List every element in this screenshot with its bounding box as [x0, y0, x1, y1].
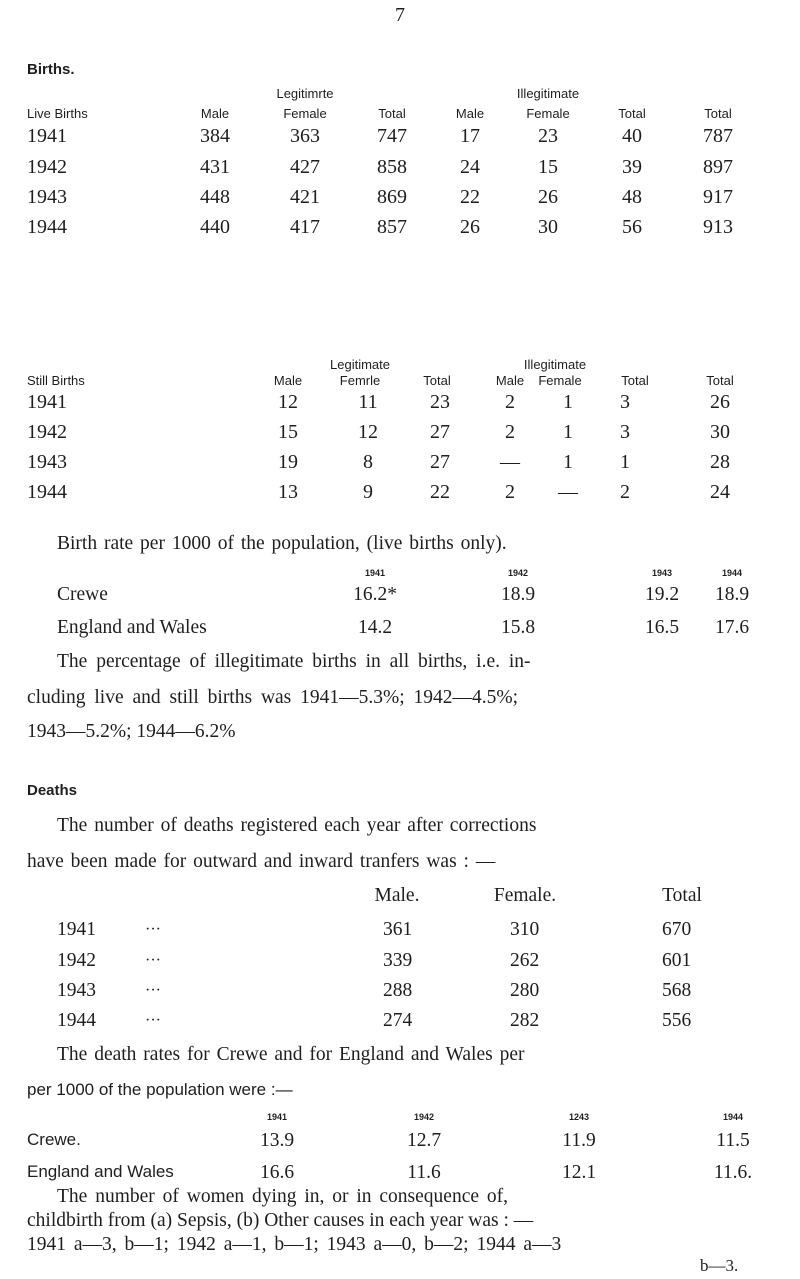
table-cell: 913	[703, 216, 733, 238]
table-cell: 17	[460, 125, 480, 147]
paragraph-line: cluding live and still births was 1941—5.3%; 1942—4.5%;	[27, 687, 519, 708]
paragraph-line: The number of women dying in, or in consequence of,	[57, 1186, 509, 1207]
rate-value: 12.1	[561, 1162, 597, 1183]
leader-dots: ···	[145, 982, 161, 999]
table-cell: 26	[460, 216, 480, 238]
rate-value: 11.5	[716, 1130, 750, 1151]
table-cell: 787	[703, 125, 733, 147]
table-cell: 858	[377, 156, 407, 178]
rate-value: 18.9	[500, 584, 536, 605]
rate-value: 13.9	[259, 1130, 295, 1151]
table-cell: 8	[363, 451, 373, 473]
paragraph-line: b—3.	[700, 1256, 739, 1275]
table-cell: 2	[505, 391, 515, 413]
rate-value: 11.9	[562, 1130, 596, 1151]
column-header: Total	[618, 106, 646, 121]
births-heading: Births.	[27, 61, 75, 78]
column-header: Male	[495, 373, 525, 388]
rate-value: 11.6.	[713, 1162, 753, 1183]
column-header: Total	[704, 106, 732, 121]
row-year: 1941	[27, 391, 67, 413]
table-cell: 15	[278, 421, 298, 443]
column-header: Total	[423, 373, 451, 388]
column-header: Male	[200, 106, 230, 121]
table-cell: 26	[538, 186, 558, 208]
column-header: Female	[283, 106, 327, 121]
table-cell: 2	[505, 421, 515, 443]
table-cell: 9	[363, 481, 373, 503]
table-cell: 23	[430, 391, 450, 413]
table-cell: 262	[510, 950, 540, 971]
row-year: 1944	[27, 216, 67, 238]
leader-dots: ···	[145, 1012, 161, 1029]
table-cell: 13	[278, 481, 298, 503]
illegitimate-group-header: Illegitimate	[523, 357, 587, 372]
deaths-intro-line: have been made for outward and inward tranfers was : —	[27, 851, 496, 872]
table-cell: 22	[460, 186, 480, 208]
column-header: Live Births	[27, 106, 88, 121]
table-cell: 12	[278, 391, 298, 413]
table-cell: 28	[710, 451, 730, 473]
leader-dots: ···	[145, 952, 161, 969]
table-cell: 747	[377, 125, 407, 147]
row-label: Crewe	[57, 584, 108, 605]
column-header: Total	[378, 106, 406, 121]
table-cell: 2	[620, 481, 630, 503]
table-cell: 1	[563, 391, 573, 413]
table-cell: 1	[563, 421, 573, 443]
table-cell: 670	[662, 919, 692, 940]
table-cell: 2	[505, 481, 515, 503]
table-cell: —	[500, 451, 520, 473]
column-header: Femrle	[339, 373, 381, 388]
year-header: 1243	[568, 1112, 590, 1122]
table-cell: 384	[200, 125, 230, 147]
table-cell: 22	[430, 481, 450, 503]
death-rates-intro-line: per 1000 of the population were :—	[27, 1080, 293, 1099]
table-cell: 857	[377, 216, 407, 238]
row-year: 1943	[27, 451, 67, 473]
table-cell: 24	[710, 481, 730, 503]
table-cell: 48	[622, 186, 642, 208]
table-cell: 56	[622, 216, 642, 238]
table-cell: 339	[383, 950, 413, 971]
rate-value: 18.9	[714, 584, 750, 605]
table-cell: 917	[703, 186, 733, 208]
column-header: Male	[455, 106, 485, 121]
paragraph-line: childbirth from (a) Sepsis, (b) Other causes in each year was : —	[27, 1210, 534, 1231]
rate-value: 16.6	[259, 1162, 295, 1183]
year-header: 1942	[507, 568, 529, 578]
paragraph-line: 1943—5.2%; 1944—6.2%	[27, 721, 236, 742]
rate-value: 16.5	[644, 617, 680, 638]
table-cell: 417	[290, 216, 320, 238]
column-header: Total	[621, 373, 649, 388]
paragraph-line: The percentage of illegitimate births in all births, i.e. in-	[57, 651, 531, 672]
row-year: 1943	[27, 186, 67, 208]
table-cell: 280	[510, 980, 540, 1001]
year-header: 1943	[651, 568, 673, 578]
table-cell: 601	[662, 950, 692, 971]
rate-value: 14.2	[357, 617, 393, 638]
column-header: Male	[273, 373, 303, 388]
table-cell: 897	[703, 156, 733, 178]
year-header: 1941	[266, 1112, 288, 1122]
table-cell: 427	[290, 156, 320, 178]
table-cell: 26	[710, 391, 730, 413]
table-cell: 30	[710, 421, 730, 443]
table-cell: 440	[200, 216, 230, 238]
table-cell: 361	[383, 919, 413, 940]
table-cell: 568	[662, 980, 692, 1001]
table-cell: 1	[563, 451, 573, 473]
year-header: 1941	[364, 568, 386, 578]
table-cell: 3	[620, 391, 630, 413]
rate-value: 19.2	[644, 584, 680, 605]
deaths-heading: Deaths	[27, 782, 78, 799]
table-cell: 24	[460, 156, 480, 178]
table-cell: 448	[200, 186, 230, 208]
table-cell: 27	[430, 451, 450, 473]
table-cell: 3	[620, 421, 630, 443]
row-year: 1944	[57, 1010, 96, 1031]
row-label: England and Wales	[27, 1162, 174, 1181]
birth-rate-heading: Birth rate per 1000 of the population, (live births only).	[57, 533, 507, 554]
illegitimate-group-header: Illegitimate	[516, 86, 580, 101]
column-header: Male.	[374, 885, 420, 906]
table-cell: 869	[377, 186, 407, 208]
rate-value: 16.2*	[353, 584, 397, 605]
column-header: Total	[706, 373, 734, 388]
column-header: Female	[538, 373, 582, 388]
table-cell: 288	[383, 980, 413, 1001]
table-cell: 30	[538, 216, 558, 238]
column-header: Female	[526, 106, 570, 121]
table-cell: 39	[622, 156, 642, 178]
table-cell: 1	[620, 451, 630, 473]
table-cell: 23	[538, 125, 558, 147]
row-label: Crewe.	[27, 1130, 81, 1149]
table-cell: 556	[662, 1010, 692, 1031]
row-year: 1942	[27, 156, 67, 178]
row-year: 1944	[27, 481, 67, 503]
table-cell: 11	[358, 391, 378, 413]
row-year: 1942	[57, 950, 96, 971]
column-header: Still Births	[27, 373, 85, 388]
table-cell: 12	[358, 421, 378, 443]
death-rates-intro-line: The death rates for Crewe and for England and Wales per	[57, 1044, 525, 1065]
row-year: 1942	[27, 421, 67, 443]
row-year: 1943	[57, 980, 96, 1001]
rate-value: 12.7	[406, 1130, 442, 1151]
leader-dots: ···	[145, 921, 161, 938]
column-header: Total	[662, 885, 702, 906]
table-cell: 19	[278, 451, 298, 473]
rate-value: 15.8	[500, 617, 536, 638]
table-cell: 27	[430, 421, 450, 443]
table-cell: —	[558, 481, 578, 503]
rate-value: 17.6	[714, 617, 750, 638]
row-year: 1941	[27, 125, 67, 147]
year-header: 1944	[721, 568, 743, 578]
table-cell: 310	[510, 919, 540, 940]
column-header: Female.	[493, 885, 557, 906]
paragraph-line: 1941 a—3, b—1; 1942 a—1, b—1; 1943 a—0, b—2; 1944 a—3	[27, 1234, 562, 1255]
table-cell: 40	[622, 125, 642, 147]
rate-value: 11.6	[407, 1162, 441, 1183]
table-cell: 431	[200, 156, 230, 178]
year-header: 1942	[413, 1112, 435, 1122]
page-number: 7	[395, 4, 405, 26]
table-cell: 282	[510, 1010, 540, 1031]
table-cell: 421	[290, 186, 320, 208]
table-cell: 363	[290, 125, 320, 147]
table-cell: 274	[383, 1010, 413, 1031]
year-header: 1944	[722, 1112, 744, 1122]
row-year: 1941	[57, 919, 96, 940]
row-label: England and Wales	[57, 617, 207, 638]
table-cell: 15	[538, 156, 558, 178]
deaths-intro-line: The number of deaths registered each year after corrections	[57, 815, 537, 836]
legitimate-group-header: Legitimate	[330, 357, 390, 372]
legitimate-group-header: Legitimrte	[276, 86, 334, 101]
